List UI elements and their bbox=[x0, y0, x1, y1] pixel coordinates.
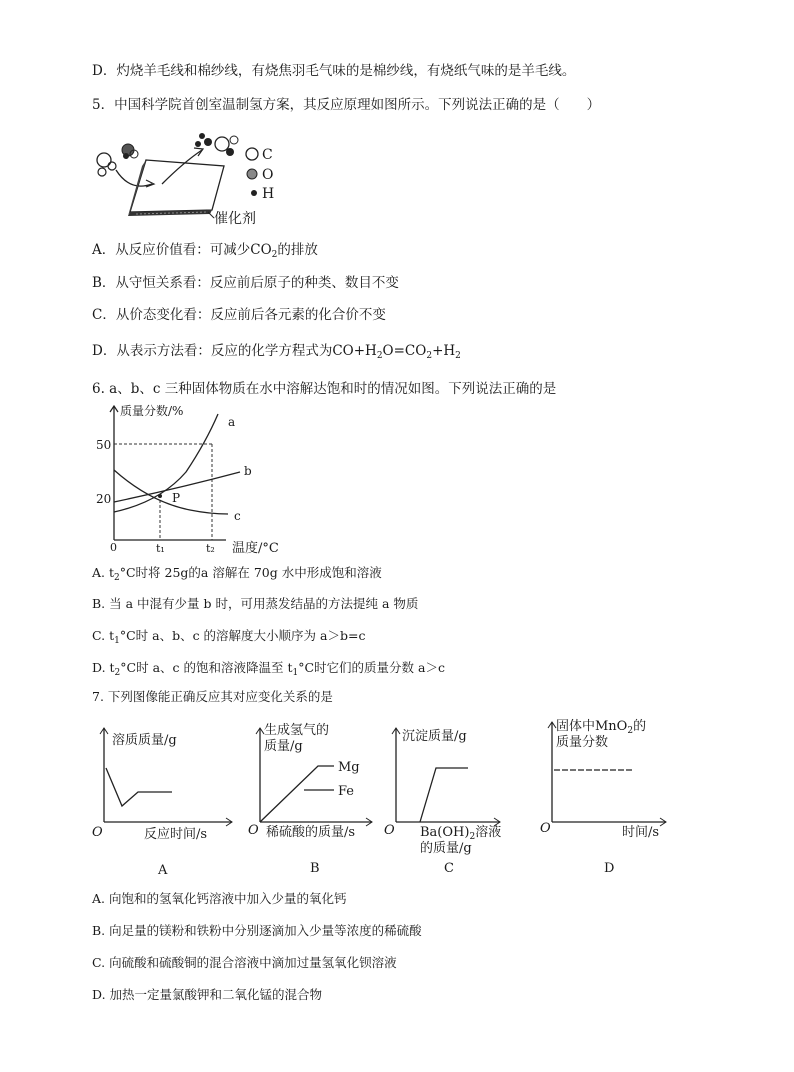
q6-stem: 6. a、b、c 三种固体物质在水中溶解达饱和时的情况如图。下列说法正确的是 bbox=[92, 381, 557, 397]
graph-c-xlabel-2: 的质量/g bbox=[420, 841, 472, 856]
graph-a-caption: A bbox=[158, 863, 168, 878]
y-tick-20: 20 bbox=[96, 492, 112, 506]
graph-c-xlabel-1: $Ba(OH)_2$溶液 bbox=[420, 825, 502, 842]
q5-option-a: A．从反应价值看：可减少$CO_2$的排放 bbox=[92, 242, 318, 260]
x-tick-t1: t₁ bbox=[156, 542, 165, 555]
curve-b-label: b bbox=[244, 464, 252, 478]
carbon-legend-icon bbox=[246, 148, 258, 160]
curve-a bbox=[114, 414, 218, 512]
graph-c-caption: C bbox=[444, 861, 454, 876]
q7-option-b: B. 向足量的镁粉和铁粉中分别逐滴加入少量等浓度的稀硫酸 bbox=[92, 923, 422, 938]
q6-option-c: C. $t_1^\circ C$时 a、b、c 的溶解度大小顺序为 a＞b=c bbox=[92, 628, 366, 646]
water-molecule-icon bbox=[97, 153, 116, 176]
graph-b-caption: B bbox=[310, 861, 320, 876]
graph-b-origin: O bbox=[248, 823, 259, 838]
legend-o: O bbox=[262, 167, 274, 183]
hydrogen-legend-icon bbox=[251, 190, 257, 196]
y-tick-50: 50 bbox=[96, 438, 112, 452]
q7-graph-d bbox=[540, 718, 680, 884]
catalyst-plate-icon bbox=[128, 160, 224, 216]
graph-c-ylabel: 沉淀质量/g bbox=[402, 729, 467, 744]
arrow-in-icon bbox=[116, 170, 152, 186]
graph-b-ylabel-2: 质量/g bbox=[264, 739, 303, 754]
graph-b-mg-line bbox=[260, 766, 334, 822]
graph-c-origin: O bbox=[384, 823, 395, 838]
q6-option-b: B. 当 a 中混有少量 b 时，可用蒸发结晶的方法提纯 a 物质 bbox=[92, 596, 419, 611]
graph-c-line bbox=[420, 768, 468, 822]
oxygen-legend-icon bbox=[247, 169, 257, 179]
q7-stem: 7. 下列图像能正确反应其对应变化关系的是 bbox=[92, 689, 333, 704]
graph-b-xlabel: 稀硫酸的质量/s bbox=[266, 825, 356, 840]
point-p-label: P bbox=[172, 491, 181, 505]
q6-option-a: A. $t_2^\circ C$时将 25g的a 溶解在 70g 水中形成饱和溶液 bbox=[92, 565, 382, 583]
q6-option-d: D. $t_2^\circ C$时 a、c 的饱和溶液降温至 $t_1^\circ C$时它们的质量分数 a＞c bbox=[92, 660, 445, 678]
graph-a-xlabel: 反应时间/s bbox=[144, 827, 208, 842]
q7-option-d: D. 加热一定量氯酸钾和二氧化锰的混合物 bbox=[92, 987, 323, 1002]
graph-a-ylabel: 溶质质量/g bbox=[112, 733, 177, 748]
graph-b-ylabel-1: 生成氢气的 bbox=[264, 723, 330, 738]
graph-d-origin: O bbox=[540, 821, 551, 836]
q7-option-a: A. 向饱和的氢氧化钙溶液中加入少量的氧化钙 bbox=[92, 891, 347, 906]
graph-a-line bbox=[106, 768, 172, 806]
x-axis-label: 温度/°C bbox=[232, 541, 279, 556]
curve-a-label: a bbox=[228, 415, 236, 429]
q5-reaction-diagram bbox=[90, 132, 300, 232]
q7-option-c: C. 向硫酸和硫酸铜的混合溶液中滴加过量氢氧化钡溶液 bbox=[92, 955, 397, 970]
curve-c-label: c bbox=[234, 509, 241, 523]
graph-d-xlabel: 时间/s bbox=[622, 825, 660, 840]
legend-h: H bbox=[262, 186, 275, 202]
x-tick-0: 0 bbox=[110, 541, 117, 554]
q5-stem: 5．中国科学院首创室温制氢方案，其反应原理如图所示。下列说法正确的是（ ） bbox=[92, 97, 601, 113]
legend-c: C bbox=[262, 147, 273, 163]
graph-a-origin: O bbox=[92, 825, 103, 840]
graph-d-caption: D bbox=[604, 861, 615, 876]
graph-b-fe-label: Fe bbox=[338, 784, 355, 799]
q4-option-d: D．灼烧羊毛线和棉纱线，有烧焦羽毛气味的是棉纱线，有烧纸气味的是羊毛线。 bbox=[92, 63, 576, 79]
graph-d-ylabel-1: 固体中MnO$_2$的 bbox=[556, 719, 647, 736]
arrow-out-icon bbox=[162, 150, 202, 184]
co2-molecule-icon bbox=[195, 133, 238, 156]
q5-option-c: C．从价态变化看：反应前后各元素的化合价不变 bbox=[92, 307, 386, 323]
point-p bbox=[158, 494, 162, 498]
q7-graph-a bbox=[92, 724, 242, 884]
graph-b-mg-label: Mg bbox=[338, 760, 360, 775]
q5-option-b: B．从守恒关系看：反应前后原子的种类、数目不变 bbox=[92, 275, 399, 291]
q6-solubility-chart bbox=[90, 402, 300, 562]
q5-option-d: D．从表示方法看：反应的化学方程式为$CO+H_2O=CO_2+H_2$ bbox=[92, 343, 461, 361]
y-axis-label: 质量分数/% bbox=[120, 404, 184, 418]
q7-graph-c bbox=[384, 724, 514, 884]
x-tick-t2: t₂ bbox=[206, 542, 215, 555]
catalyst-label: 催化剂 bbox=[214, 211, 256, 227]
co-molecule-icon bbox=[122, 144, 138, 159]
q7-graph-b bbox=[248, 720, 388, 884]
graph-d-ylabel-2: 质量分数 bbox=[556, 735, 609, 750]
